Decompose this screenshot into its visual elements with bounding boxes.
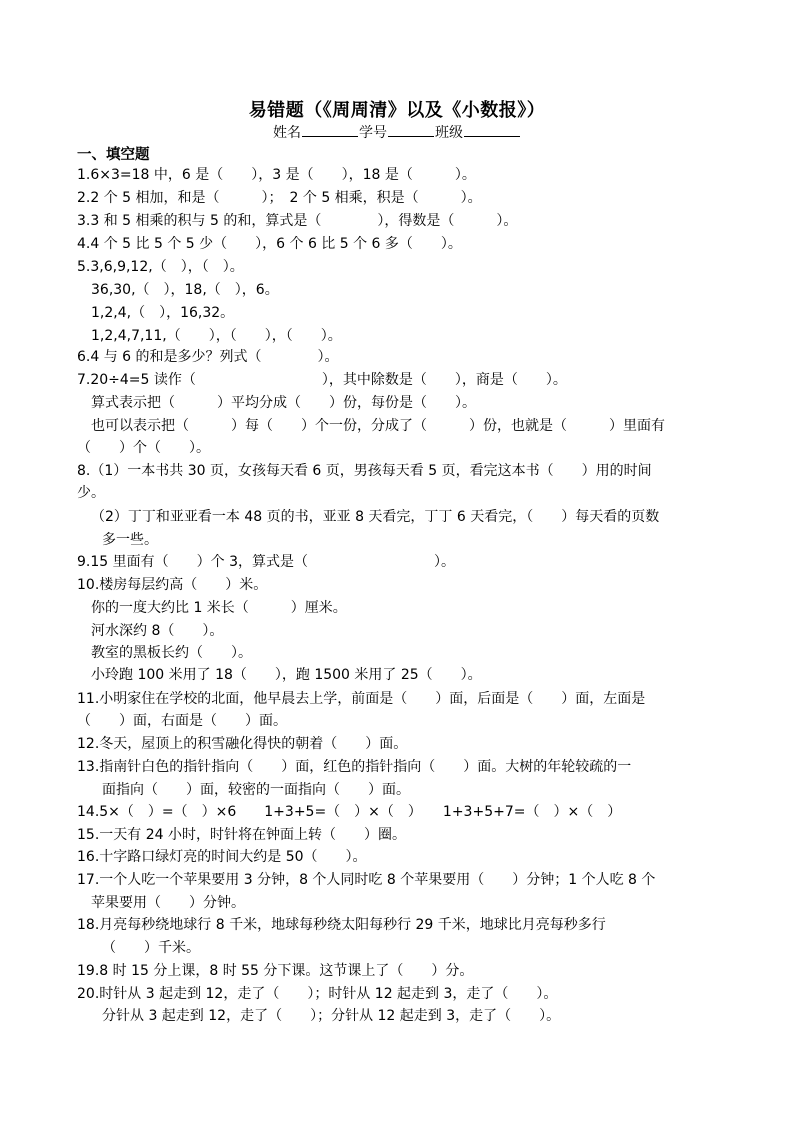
question-line: 5.3,6,9,12,（ ），（ ）。	[77, 259, 244, 275]
question-line: 多一些。	[102, 532, 158, 548]
question-line: 13.指南针白色的指针指向（ ）面，红色的指针指向（ ）面。大树的年轮较疏的一	[77, 759, 632, 775]
question-line: 36,30,（ ），18,（ ），6。	[91, 282, 279, 298]
question-line: 20.时针从 3 起走到 12，走了（ ）；时针从 12 起走到 3，走了（ ）。	[77, 986, 558, 1002]
question-line: 算式表示把（ ）平均分成（ ）份，每份是（ ）。	[91, 395, 476, 411]
question-line: 10.楼房每层约高（ ）米。	[77, 577, 268, 593]
question-line: 11.小明家住在学校的北面，他早晨去上学，前面是（ ）面，后面是（ ）面，左面是	[77, 691, 646, 707]
class-blank	[464, 122, 520, 137]
question-line: 少。	[77, 485, 105, 501]
question-line: 17.一个人吃一个苹果要用 3 分钟，8 个人同时吃 8 个苹果要用（ ）分钟；1 个人吃 8 个	[77, 872, 656, 888]
question-line: 6.4 与 6 的和是多少？列式（ ）。	[77, 349, 339, 365]
question-line: （2）丁丁和亚亚看一本 48 页的书，亚亚 8 天看完，丁丁 6 天看完，（ ）每天看的页数	[91, 509, 660, 525]
section-heading: 一、填空题	[77, 147, 150, 163]
page-title: 易错题（《周周清》以及《小数报》）	[248, 100, 546, 121]
question-line: 8.（1）一本书共 30 页，女孩每天看 6 页，男孩每天看 5 页，看完这本书（ ）用的时间	[77, 463, 652, 479]
question-line: 教室的黑板长约（ ）。	[91, 645, 252, 661]
question-line: 分针从 3 起走到 12，走了（ ）；分针从 12 起走到 3，走了（ ）。	[102, 1008, 561, 1024]
question-line: 3.3 和 5 相乘的积与 5 的和，算式是（ ），得数是（ ）。	[77, 213, 518, 229]
question-line: 14.5×（ ）=（ ）×6 1+3+5=（ ）×（ ） 1+3+5+7=（ ）×（ ）	[77, 804, 622, 820]
question-line: 16.十字路口绿灯亮的时间大约是 50（ ）。	[77, 849, 367, 865]
question-line: 1,2,4,（ ），16,32。	[91, 305, 235, 321]
question-line: 19.8 时 15 分上课，8 时 55 分下课。这节课上了（ ）分。	[77, 963, 474, 979]
question-line: 7.20÷4=5 读作（ ），其中除数是（ ），商是（ ）。	[77, 372, 567, 388]
question-line: （ ）面，右面是（ ）面。	[77, 713, 287, 729]
question-line: 12.冬天，屋顶上的积雪融化得快的朝着（ ）面。	[77, 736, 408, 752]
question-line: 你的一度大约比 1 米长（ ）厘米。	[91, 600, 347, 616]
question-line: 苹果要用（ ）分钟。	[91, 895, 245, 911]
name-label: 姓名	[273, 125, 301, 141]
question-line: 1,2,4,7,11,（ ），（ ），（ ）。	[91, 328, 342, 344]
question-line: 2.2 个 5 相加，和是（ ）； 2 个 5 相乘，积是（ ）。	[77, 190, 482, 206]
student-id-blank	[388, 122, 434, 137]
question-line: 9.15 里面有（ ）个 3，算式是（ ）。	[77, 554, 455, 570]
name-blank	[302, 122, 358, 137]
question-line: 4.4 个 5 比 5 个 5 少（ ），6 个 6 比 5 个 6 多（ ）。	[77, 236, 462, 252]
question-line: 1.6×3=18 中，6 是（ ），3 是（ ），18 是（ ）。	[77, 167, 476, 183]
class-label: 班级	[435, 125, 463, 141]
question-line: 18.月亮每秒绕地球行 8 千米，地球每秒绕太阳每秒行 29 千米，地球比月亮每秒多行	[77, 917, 606, 933]
question-line: 河水深约 8（ ）。	[91, 623, 224, 639]
student-id-label: 学号	[359, 125, 387, 141]
question-line: 面指向（ ）面，较密的一面指向（ ）面。	[102, 782, 410, 798]
student-info-line	[0, 122, 794, 142]
question-line: （ ）千米。	[102, 940, 200, 956]
question-line: （ ）个（ ）。	[77, 440, 210, 456]
question-line: 15.一天有 24 小时，时针将在钟面上转（ ）圈。	[77, 827, 406, 843]
question-line: 也可以表示把（ ）每（ ）个一份，分成了（ ）份，也就是（ ）里面有	[91, 418, 665, 434]
question-line: 小玲跑 100 米用了 18（ ），跑 1500 米用了 25（ ）。	[91, 667, 482, 683]
